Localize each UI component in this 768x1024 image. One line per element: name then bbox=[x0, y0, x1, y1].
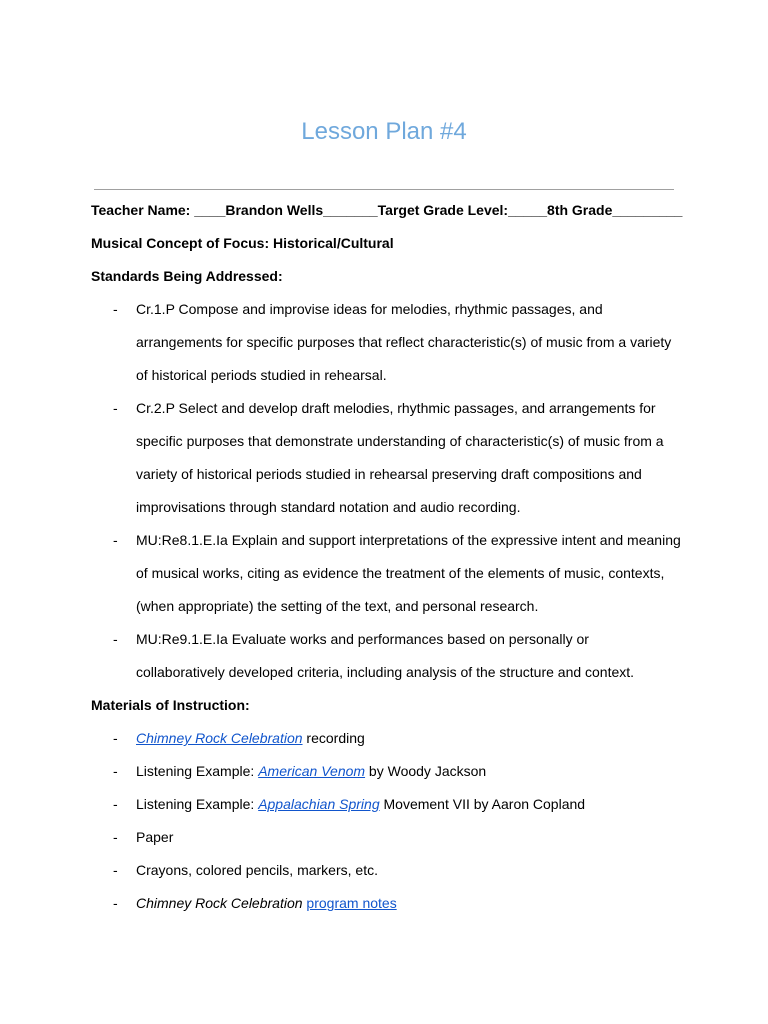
list-item bbox=[91, 392, 681, 524]
list-item bbox=[91, 821, 681, 854]
dash-bullet: - bbox=[113, 730, 118, 746]
grade-trailing-blank: _________ bbox=[612, 202, 683, 218]
musical-concept-line: Musical Concept of Focus: Historical/Cultural bbox=[91, 235, 394, 251]
teacher-name: Brandon Wells bbox=[225, 202, 324, 218]
standards-list bbox=[91, 293, 681, 689]
material-text: recording bbox=[302, 730, 365, 746]
list-item bbox=[91, 755, 681, 788]
teacher-grade-line bbox=[91, 194, 681, 227]
materials-list bbox=[91, 722, 681, 920]
dash-bullet: - bbox=[113, 301, 118, 317]
standard-text: Cr.2.P Select and develop draft melodies, rhythmic passages, and arrangements for specific purposes that demonstrate understanding of characteristic(s) of music from a variety of historical periods studied in rehearsal preserving draft compositions and improvisations through standard notation and audio recording. bbox=[136, 400, 664, 515]
horizontal-rule bbox=[94, 189, 674, 190]
list-item bbox=[91, 524, 681, 623]
grade-value: 8th Grade bbox=[547, 202, 613, 218]
chimney-rock-recording-link[interactable]: Chimney Rock Celebration bbox=[136, 730, 303, 746]
page-title: Lesson Plan #4 bbox=[301, 118, 467, 145]
material-text: Listening Example: bbox=[136, 796, 259, 812]
list-item bbox=[91, 887, 681, 920]
materials-heading: Materials of Instruction: bbox=[91, 697, 250, 713]
teacher-label: Teacher Name: ____ bbox=[91, 202, 226, 218]
dash-bullet: - bbox=[113, 763, 118, 779]
dash-bullet: - bbox=[113, 400, 118, 416]
list-item bbox=[91, 788, 681, 821]
program-notes-link[interactable]: program notes bbox=[306, 895, 397, 911]
dash-bullet: - bbox=[113, 895, 118, 911]
grade-label: _______Target Grade Level:_____ bbox=[323, 202, 548, 218]
material-text: Movement VII by Aaron Copland bbox=[379, 796, 586, 812]
material-text: Crayons, colored pencils, markers, etc. bbox=[136, 862, 378, 878]
american-venom-link[interactable]: American Venom bbox=[258, 763, 366, 779]
dash-bullet: - bbox=[113, 862, 118, 878]
dash-bullet: - bbox=[113, 631, 118, 647]
list-item bbox=[91, 293, 681, 392]
material-text: by Woody Jackson bbox=[365, 763, 487, 779]
standards-heading: Standards Being Addressed: bbox=[91, 268, 283, 284]
list-item bbox=[91, 623, 681, 689]
list-item bbox=[91, 854, 681, 887]
standard-text: MU:Re8.1.E.Ia Explain and support interpretations of the expressive intent and meaning of musical works, citing as evidence the treatment of the elements of music, contexts, (when appropriate) the setting of the text, and personal research. bbox=[136, 532, 681, 614]
standard-text: MU:Re9.1.E.Ia Evaluate works and performances based on personally or collaboratively developed criteria, including analysis of the structure and context. bbox=[136, 631, 635, 680]
material-text: Paper bbox=[136, 829, 174, 845]
material-text: Listening Example: bbox=[136, 763, 259, 779]
appalachian-spring-link[interactable]: Appalachian Spring bbox=[258, 796, 380, 812]
dash-bullet: - bbox=[113, 532, 118, 548]
dash-bullet: - bbox=[113, 829, 118, 845]
dash-bullet: - bbox=[113, 796, 118, 812]
material-text: Chimney Rock Celebration bbox=[136, 895, 303, 911]
standard-text: Cr.1.P Compose and improvise ideas for melodies, rhythmic passages, and arrangements for specific purposes that reflect characteristic(s) of music from a variety of historical periods studied in rehearsal. bbox=[136, 301, 672, 383]
document-body bbox=[91, 194, 681, 920]
list-item bbox=[91, 722, 681, 755]
